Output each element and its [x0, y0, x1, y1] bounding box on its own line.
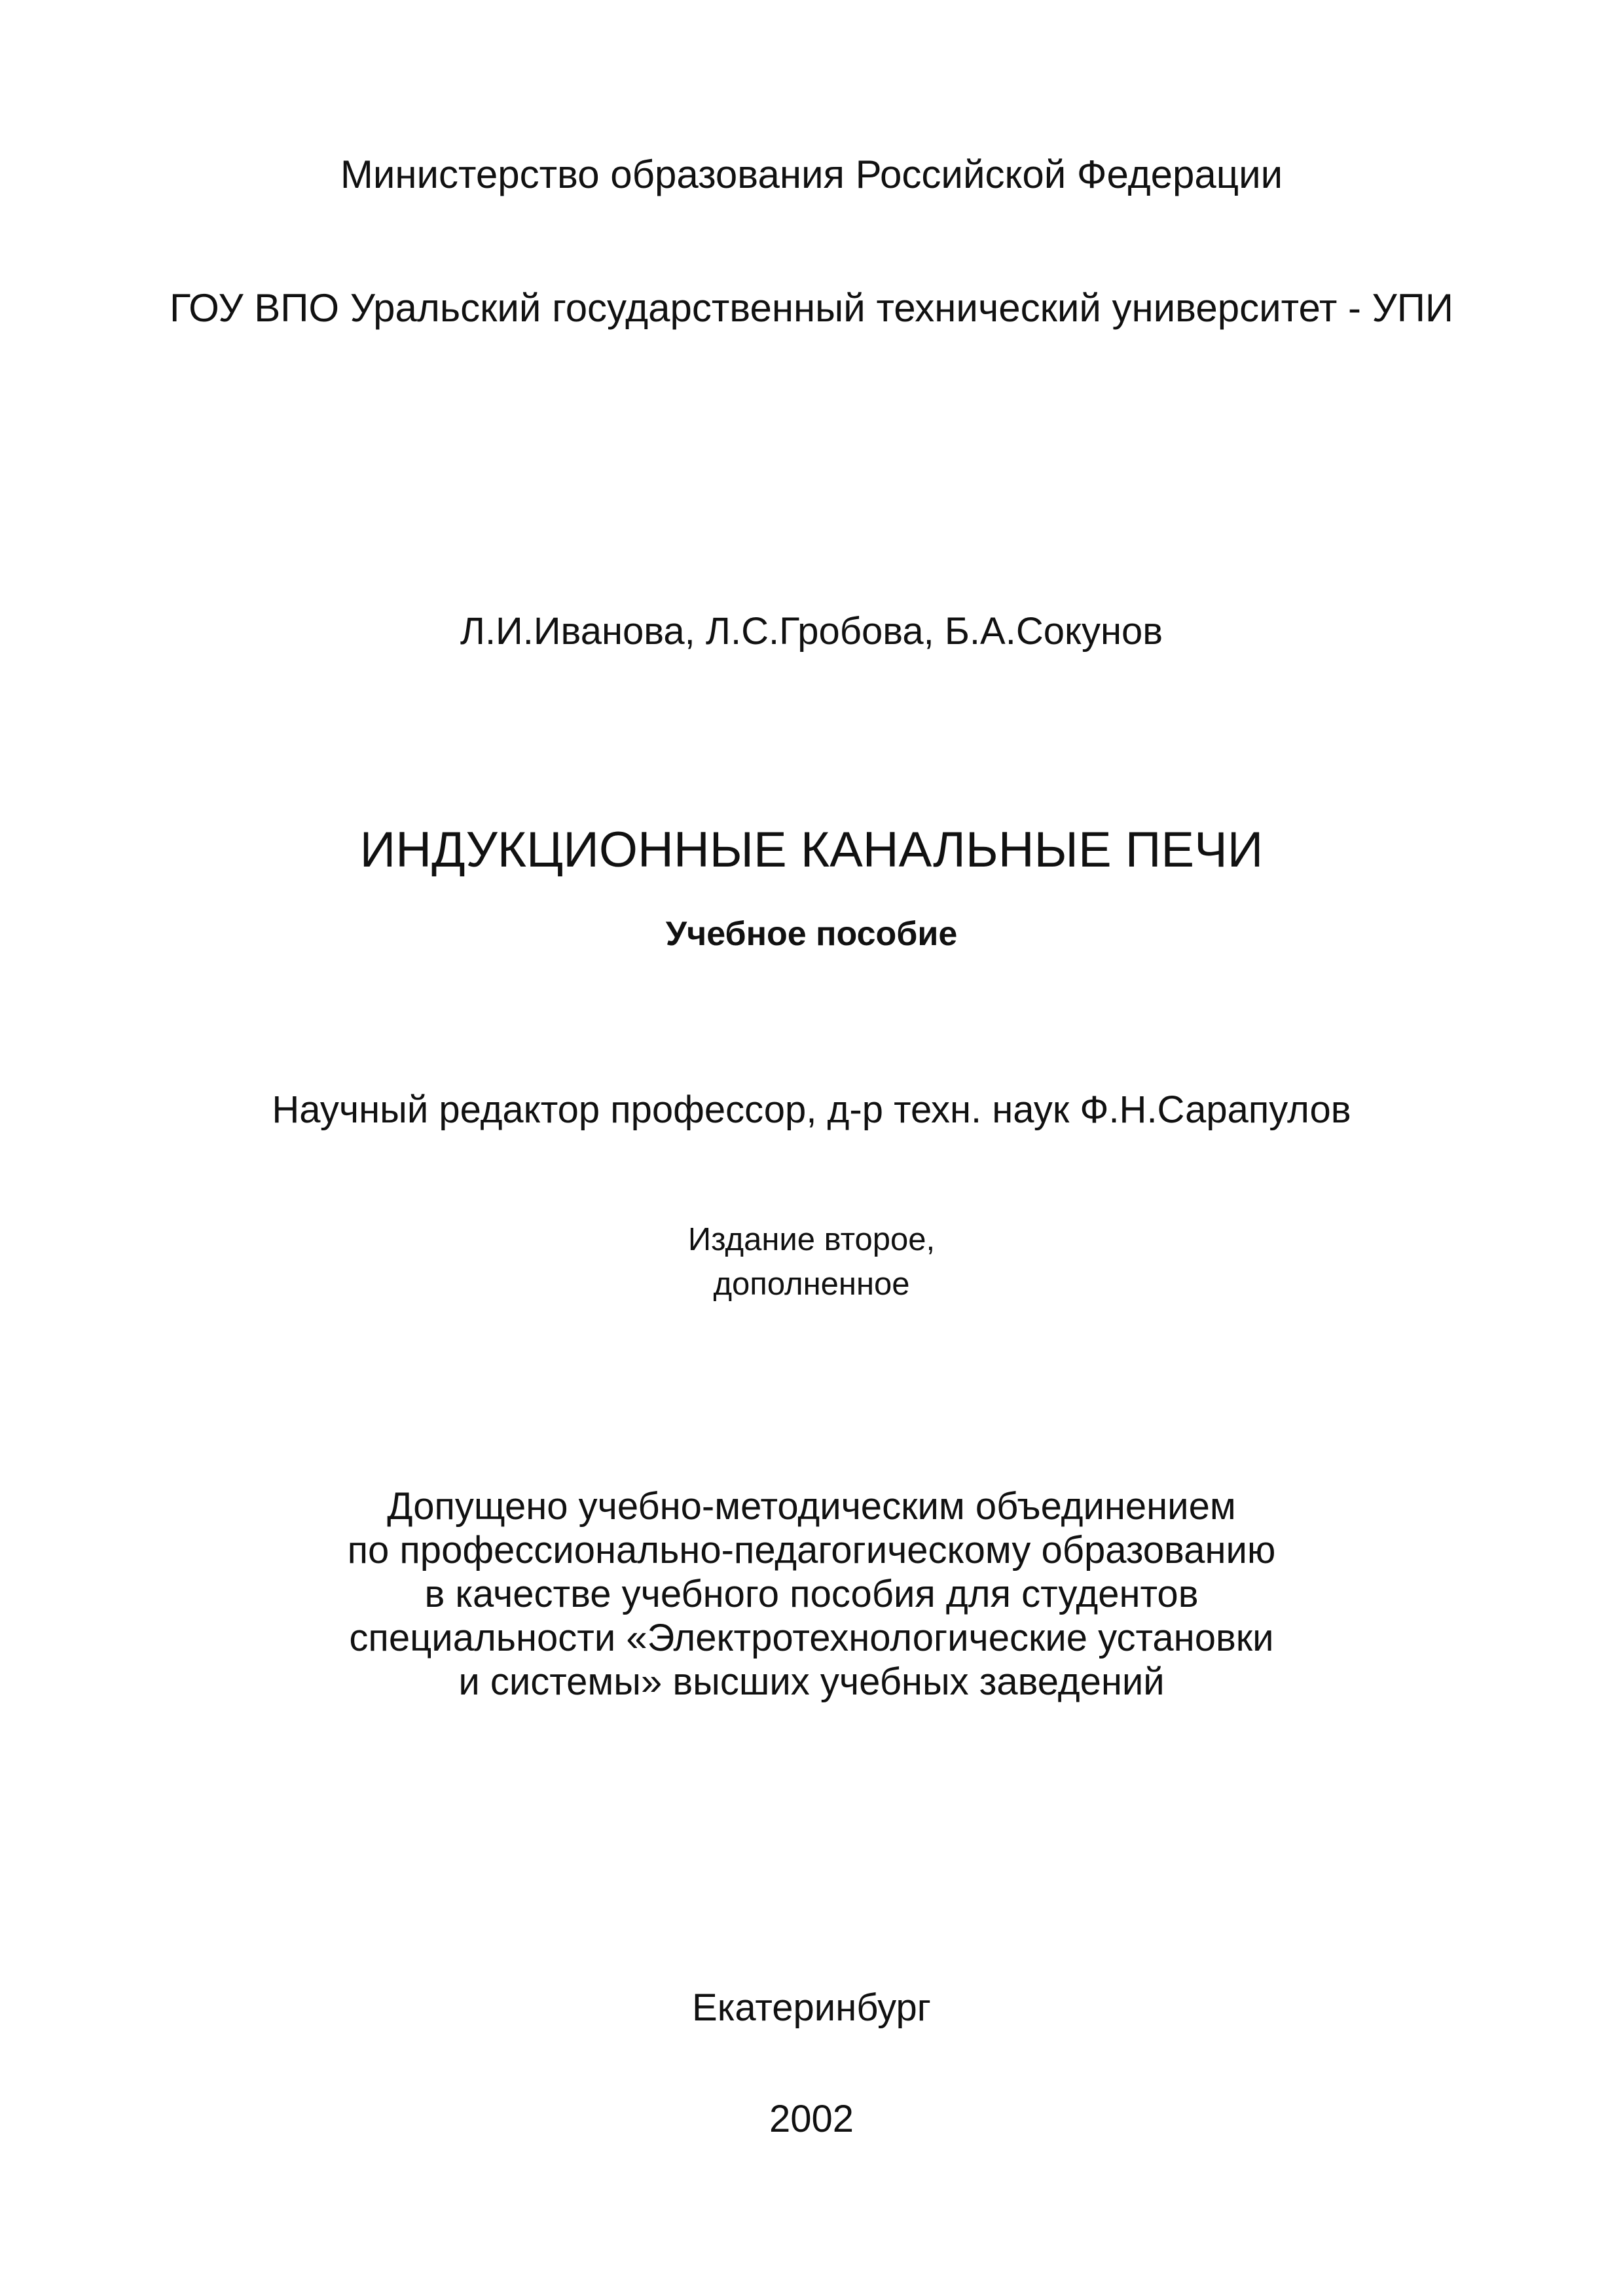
edition-line: дополненное: [713, 1266, 910, 1302]
approval-line: специальности «Электротехнологические установки: [349, 1617, 1274, 1659]
book-title: ИНДУКЦИОННЫЕ КАНАЛЬНЫЕ ПЕЧИ: [359, 822, 1264, 878]
scientific-editor: Научный редактор профессор, д-р техн. наук Ф.Н.Сарапулов: [272, 1088, 1351, 1131]
approval-line: в качестве учебного пособия для студентов: [424, 1573, 1199, 1615]
authors: Л.И.Иванова, Л.С.Гробова, Б.А.Сокунов: [460, 610, 1163, 653]
book-subtitle: Учебное пособие: [665, 915, 958, 953]
publication-year: 2002: [769, 2098, 854, 2140]
edition-note: [0, 1217, 1623, 1306]
university-name: ГОУ ВПО Уральский государственный технический университет - УПИ: [170, 286, 1453, 330]
approval-line: по профессионально-педагогическому образованию: [347, 1529, 1276, 1571]
approval-line: Допущено учебно-методическим объединением: [387, 1485, 1236, 1528]
ministry-name: Министерство образования Российской Федерации: [340, 152, 1283, 196]
approval-line: и системы» высших учебных заведений: [458, 1660, 1165, 1703]
approval-statement: [0, 1484, 1623, 1704]
edition-line: Издание второе,: [687, 1222, 936, 1257]
publication-city: Екатеринбург: [692, 1986, 931, 2029]
